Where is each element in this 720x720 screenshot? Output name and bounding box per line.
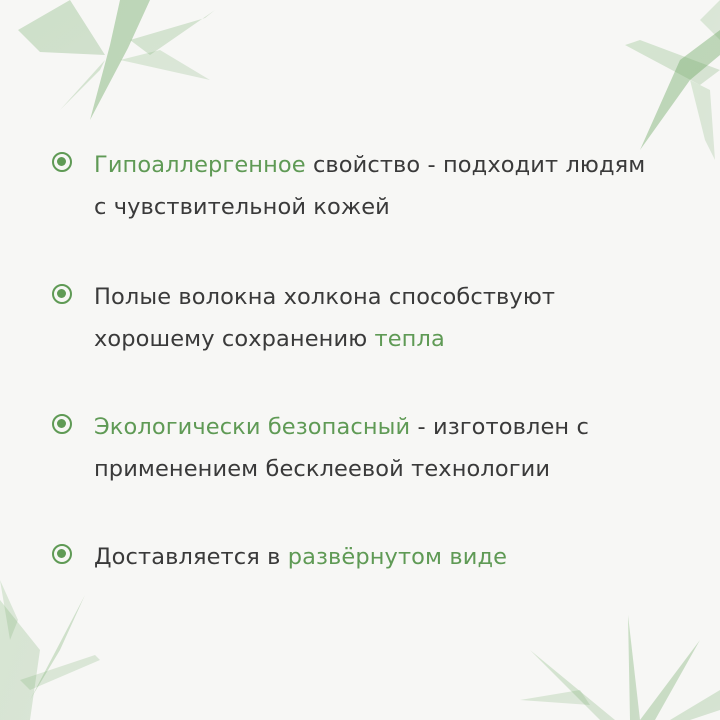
circle-dot-icon xyxy=(52,414,72,434)
highlight-text: развёрнутом виде xyxy=(287,544,508,570)
highlight-text: Экологически безопасный xyxy=(94,414,411,440)
list-item-text: Доставляется в развёрнутом виде xyxy=(94,544,508,570)
list-item-text: Экологически безопасный - изготовлен с применением бесклеевой технологии xyxy=(94,414,589,482)
list-item xyxy=(52,276,692,360)
circle-dot-icon xyxy=(52,544,72,564)
highlight-text: Гипоаллергенное xyxy=(94,152,306,178)
highlight-text: тепла xyxy=(374,326,445,352)
list-item xyxy=(52,406,692,490)
circle-dot-icon xyxy=(52,152,72,172)
list-item xyxy=(52,144,692,228)
list-item-text: Полые волокна холкона способствуют хорошему сохранению тепла xyxy=(94,284,556,352)
circle-dot-icon xyxy=(52,284,72,304)
list-item-text: Гипоаллергенное свойство - подходит людям с чувствительной кожей xyxy=(94,152,646,220)
list-item xyxy=(52,536,692,578)
